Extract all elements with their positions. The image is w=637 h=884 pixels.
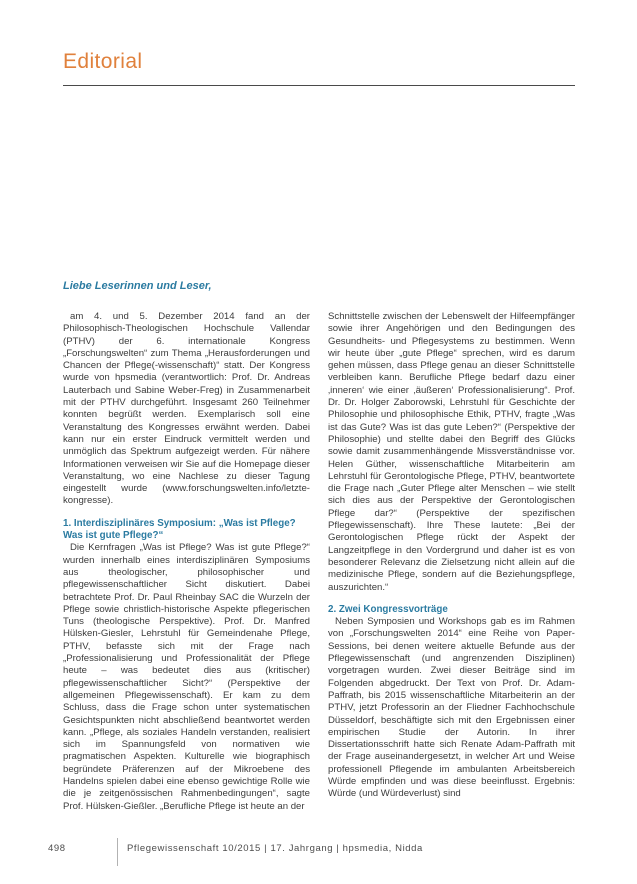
section-2-paragraph: Neben Symposien und Workshops gab es im Rahmen von „Forschungswelten 2014“ eine Reihe von Paper-Sessions, bei denen weitere aktuelle Befunde aus der Pflegewissenschaft (und angrenzenden Disziplinen) vorgetragen wurden. Zwei dieser Beiträge sind im Folgenden abgedruckt. Der Text von Prof. Dr. Adam-Paffrath, bis 2015 wissenschaftliche Mitarbeiterin an der PTHV, jetzt Professorin an der Fliedner Fachhochschule Düsseldorf, beschäftigte sich mit den Ergebnissen einer empirischen Studie der Autorin. In ihrer Dissertationsschrift hatte sich Renate Adam-Paffrath mit der Frage auseinandergesetzt, in welcher Art und Weise professionell Pflegende im ambulanten Arbeitsbereich Würde empfinden und was diese beeinflusst. Ergebnis: Würde (und Würdeverlust) sind xyxy=(328,616,575,800)
page-footer xyxy=(0,838,637,870)
journal-info: Pflegewissenschaft 10/2015 | 17. Jahrgang | hpsmedia, Nidda xyxy=(127,843,423,854)
right-column xyxy=(328,311,575,813)
header-divider xyxy=(63,85,575,86)
section-2-heading: 2. Zwei Kongressvorträge xyxy=(328,603,448,615)
two-column-body xyxy=(63,311,575,813)
footer-divider xyxy=(117,838,118,866)
section-1-paragraph: Die Kernfragen „Was ist Pflege? Was ist gute Pflege?“ wurden innerhalb eines interdisziplinären Symposiums aus theologischer, philosophischer und pflegewissenschaftlicher Sicht diskutiert. Dabei betrachtete Prof. Dr. Paul Rheinbay SAC die Wurzeln der Pflege sowie christlich-historische Aspekte pflegerischen Tuns (theologische Perspektive). Prof. Dr. Manfred Hülsken-Giesler, Lehrstuhl für Gemeindenahe Pflege, PTHV, befasste sich mit der Frage nach „Professionalisierung und Professionalität der Pflege heute – was bedeutet dies aus (kritischer) pflegewissenschaftlicher Sicht?“ (Perspektive der allgemeinen Pflegewissenschaft). Er kam zu dem Schluss, dass die Frage schon unter systematischen Gesichtspunkten nicht abschließend beantwortet werden kann. „Pflege, als soziales Handeln verstanden, realisiert sich im Spannungsfeld von normativen wie pragmatischen Aspekten. Kulturelle wie biographisch begründete Präferenzen auf der Mikroebene des Handelns spielen dabei eine ebenso gewichtige Rolle wie die je zeitgenössischen Rahmenbedingungen“, sagte Prof. Hülsken-Gießler. „Berufliche Pflege ist heute an der xyxy=(63,542,310,812)
section-1-heading: 1. Interdisziplinäres Symposium: „Was ist Pflege? Was ist gute Pflege?“ xyxy=(63,517,296,542)
continuation-paragraph: Schnittstelle zwischen der Lebenswelt der Hilfeempfänger sowie ihrer Angehörigen und den Bedingungen des Gesundheits- und Pflegesystems zu bestimmen. Wenn wir heute über „gute Pflege“ sprechen, wird es darum gehen müssen, dass Pflege genau an dieser Schnittstelle verbleiben kann. Berufliche Pflege bedarf dazu einer ‚inneren‘ wie einer ‚äußeren‘ Professionalisierung“. Prof. Dr. Dr. Holger Zaborowski, Lehrstuhl für Geschichte der Philosophie und philosophische Ethik, PTHV, fragte „Was ist das Gute? Was ist das gute Leben?“ (Perspektive der Philosophie) und stellte dabei den Begriff des Glücks sowie damit zusammenhängende Missverständnisse vor. Helen Güther, wissenschaftliche Mitarbeiterin am Lehrstuhl für Gerontologische Pflege, PTHV, beantwortete die Frage nach „Guter Pflege alter Menschen – wie stellt sich dies aus der Perspektive der Gerontologischen Pflege dar?“ (Perspektive der spezifischen Pflegewissenschaft). Ihre These lautete: „Bei der Gerontologischen Pflege rückt der Aspekt der Langzeitpflege in den Vordergrund und daher ist es von besonderer Relevanz die Zielsetzung nicht allein auf die medizinische Pflege, sondern auf die Beziehungspflege, auszurichten.“ xyxy=(328,311,575,593)
page-number: 498 xyxy=(48,843,66,854)
intro-paragraph: am 4. und 5. Dezember 2014 fand an der Philosophisch-Theologischen Hochschule Vallendar (PTHV) der 6. internationale Kongress „Forschungswelten“ zum Thema „Herausforderungen und Chancen der Pflege(-wissenschaft)“ statt. Der Kongress wurde von hpsmedia (verantwortlich: Prof. Dr. Andreas Lauterbach und Sabine Weber-Freg) in Zusammenarbeit mit der PTHV durchgeführt. Insgesamt 260 Teilnehmer konnten begrüßt werden. Exemplarisch soll eine Veranstaltung des Kongresses erwähnt werden. Dabei kann nur ein erster Eindruck vermittelt werden und unmöglich das Spektrum aufgezeigt werden. Für nähere Informationen verweisen wir Sie auf die Homepage dieser Veranstaltung, wo eine Nachlese zu dieser Tagung eingestellt wurde (www.forschungswelten.info/letzte-kongresse). xyxy=(63,311,310,507)
salutation: Liebe Leserinnen und Leser, xyxy=(63,280,212,292)
page-title: Editorial xyxy=(63,50,143,73)
left-column xyxy=(63,311,310,813)
